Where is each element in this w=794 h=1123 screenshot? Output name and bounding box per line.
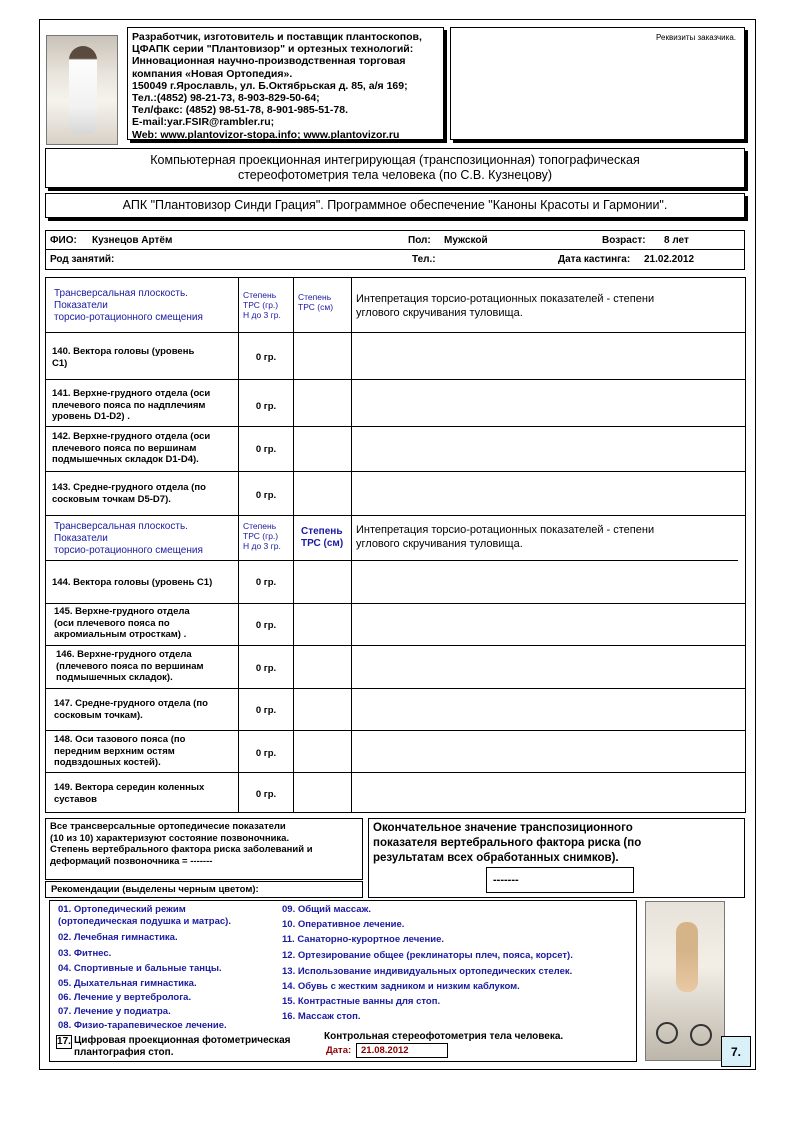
row-140-label: 140. Вектора головы (уровень С1) <box>52 346 195 369</box>
section1-col-interp: Интепретация торсио-ротационных показателей - степени углового скручивания туловища. <box>356 293 655 319</box>
rec-14: 14. Обувь с жестким задником и низким каблуком. <box>282 981 520 992</box>
rec-12: 12. Ортезирование общее (реклинаторы плеч, пояса, корсет). <box>282 950 573 961</box>
row-148-label: 148. Оси тазового пояса (по передним верхним остям подвздошных костей). <box>54 734 186 768</box>
cyclist-photo <box>645 901 725 1061</box>
row-149-value: 0 гр. <box>255 789 277 800</box>
row-149-label: 149. Вектора середин коленных суставов <box>54 782 205 805</box>
section1-col-cm: Степень ТРС (см) <box>298 292 334 312</box>
age-label: Возраст: <box>602 235 646 246</box>
company-info: Разработчик, изготовитель и поставщик плантоскопов, ЦФАПК серии "Плантовизор" и ортезных технологий: Инновационная научно-производственная торговая компания «Новая Ортопедия». 150049 г.Ярославль, ул. Б.Октябрьская д. 85, а/я 169; Тел.:(4852) 98-21-73, 8-903-829-50-64; Тел/факс: (4852) 98-51-78, 8-901-985-51-78. E-mail:yar.FSIR@rambler.ru; Web: www.plantovizor-stopa.info; www.plantovizor.ru <box>127 27 444 140</box>
section2-header: Трансверсальная плоскость. Показатели торсио-ротационного смещения <box>54 521 203 556</box>
control-date-label: Дата: <box>326 1045 352 1056</box>
rec-06: 06. Лечение у вертебролога. <box>58 992 192 1003</box>
rec-17: Цифровая проекционная фотометрическая плантография стоп. <box>74 1035 291 1058</box>
row-143-value: 0 гр. <box>255 490 277 501</box>
fio-value: Кузнецов Артём <box>92 235 173 246</box>
row-148-value: 0 гр. <box>255 748 277 759</box>
rec-01: 01. Ортопедический режим (ортопедическая подушка и матрас). <box>58 904 231 927</box>
casting-date-label: Дата кастинга: <box>558 254 631 265</box>
final-value: ------- <box>486 867 634 893</box>
section1-col-deg: Степень ТРС (гр.) Н до 3 гр. <box>243 290 281 320</box>
age-value: 8 лет <box>664 235 689 246</box>
row-142-value: 0 гр. <box>255 444 277 455</box>
summary-box <box>45 818 363 880</box>
rec-13: 13. Использование индивидуальных ортопедических стелек. <box>282 966 573 977</box>
rec-08: 08. Физио-тарапевическое лечение. <box>58 1020 227 1031</box>
summary-text: Все трансверсальные ортопедичесие показатели (10 из 10) характеризуют состояние позвоночника. Степень вертебрального фактора риска заболеваний и деформаций позвоночника = <box>50 821 313 867</box>
row-142-label: 142. Верхне-грудного отдела (оси плечевого пояса по вершинам подмышечных складок D1-D4). <box>52 431 211 465</box>
rec-17-number: 17. <box>57 1036 71 1047</box>
row-147-label: 147. Средне-грудного отдела (по сосковым точкам). <box>54 698 208 721</box>
rec-03: 03. Фитнес. <box>58 948 112 959</box>
section2-col-deg: Степень ТРС (гр.) Н до 3 гр. <box>243 521 281 551</box>
summary-value: ------- <box>190 855 213 867</box>
rec-02: 02. Лечебная гимнастика. <box>58 932 178 943</box>
row-141-value: 0 гр. <box>255 401 277 412</box>
fio-label: ФИО: <box>50 235 77 246</box>
row-141-label: 141. Верхне-грудного отдела (оси плечевого пояса по надплечиям уровень D1-D2) . <box>52 388 211 422</box>
person-info <box>45 230 745 270</box>
row-145-value: 0 гр. <box>255 620 277 631</box>
row-144-label: 144. Вектора головы (уровень С1) <box>52 577 213 588</box>
row-146-label: 146. Верхне-грудного отдела (плечевого пояса по вершинам подмышечных складок). <box>56 649 204 683</box>
row-146-value: 0 гр. <box>255 663 277 674</box>
rec-10: 10. Оперативное лечение. <box>282 919 405 930</box>
rec-15: 15. Контрастные ванны для стоп. <box>282 996 441 1007</box>
torsion-table <box>45 277 746 813</box>
row-140-value: 0 гр. <box>255 352 277 363</box>
model-photo <box>46 35 118 145</box>
section1-header: Трансверсальная плоскость. Показатели торсио-ротационного смещения <box>54 288 203 323</box>
section2-col-interp: Интепретация торсио-ротационных показателей - степени углового скручивания туловища. <box>356 524 655 550</box>
row-143-label: 143. Средне-грудного отдела (по сосковым точкам D5-D7). <box>52 482 206 505</box>
rec-07: 07. Лечение у подиатра. <box>58 1006 171 1017</box>
rec-05: 05. Дыхательная гимнастика. <box>58 978 197 989</box>
final-value-box: Окончательное значение транспозиционного показателя вертебрального фактора риска (по результатам всех обработанных снимков). <box>368 818 745 898</box>
software-title: АПК "Плантовизор Синди Грация". Программное обеспечение "Каноны Красоты и Гармонии". <box>45 193 745 218</box>
casting-date-value: 21.02.2012 <box>644 254 695 265</box>
control-date-value: 21.08.2012 <box>356 1043 448 1058</box>
section2-col-cm: Степень ТРС (см) <box>301 526 344 549</box>
phone-label: Тел.: <box>412 254 436 265</box>
rec-11: 11. Санаторно-курортное лечение. <box>282 934 445 945</box>
row-144-value: 0 гр. <box>255 577 277 588</box>
row-145-label: 145. Верхне-грудного отдела (оси плечевого пояса по акромиальным отросткам) . <box>54 606 190 640</box>
document-title: Компьютерная проекционная интегрирующая (транспозиционная) топографическая стереофотометрия тела человека (по С.В. Кузнецову) <box>45 148 745 188</box>
customer-details: Реквизиты заказчика. <box>450 27 745 140</box>
recommendations-box <box>49 900 637 1062</box>
rec-16: 16. Массаж стоп. <box>282 1011 361 1022</box>
sex-label: Пол: <box>408 235 431 246</box>
page-number: 7. <box>721 1036 751 1067</box>
rec-04: 04. Спортивные и бальные танцы. <box>58 963 222 974</box>
control-title: Контрольная стереофотометрия тела человека. <box>324 1031 564 1042</box>
rec-09: 09. Общий массаж. <box>282 904 371 915</box>
sex-value: Мужской <box>444 235 488 246</box>
occupation-label: Род занятий: <box>50 254 115 265</box>
recommendations-title: Рекомендации (выделены черным цветом): <box>45 881 363 898</box>
row-147-value: 0 гр. <box>255 705 277 716</box>
